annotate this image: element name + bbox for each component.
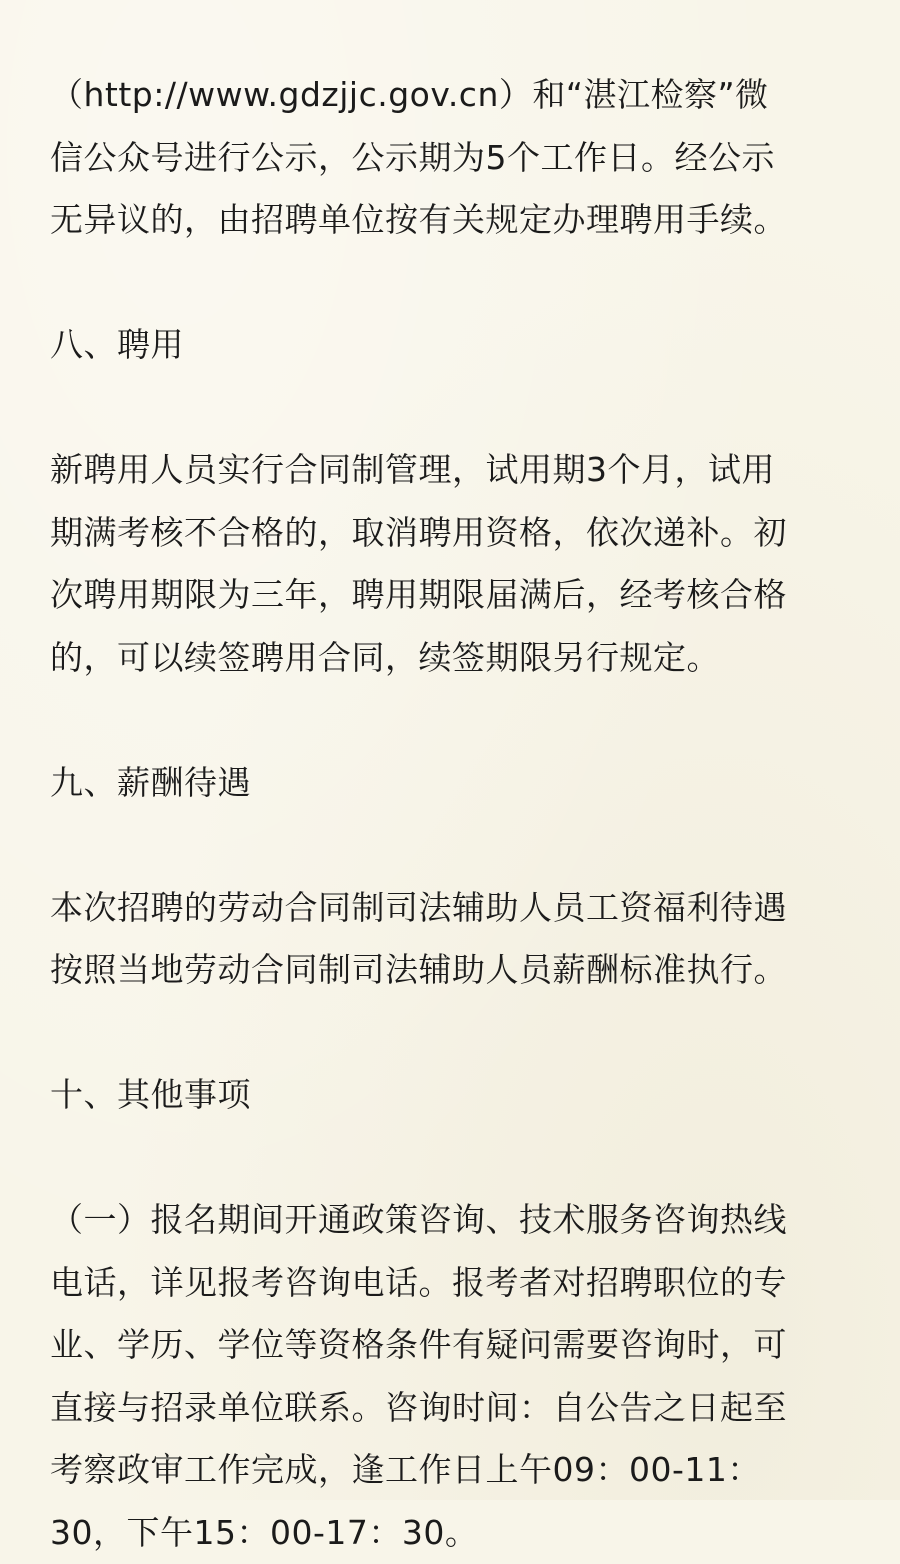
paragraph-gap <box>50 689 850 752</box>
text-line: 信公众号进行公示，公示期为5个工作日。经公示 <box>50 127 850 190</box>
text-line: 考察政审工作完成，逢工作日上午09：00-11： <box>50 1439 850 1502</box>
paragraph-employment <box>50 439 850 689</box>
text-line: 电话，详见报考咨询电话。报考者对招聘职位的专 <box>50 1252 850 1315</box>
text-line: 本次招聘的劳动合同制司法辅助人员工资福利待遇 <box>50 877 850 940</box>
text-line: 按照当地劳动合同制司法辅助人员薪酬标准执行。 <box>50 939 850 1002</box>
text-line: 30，下午15：00-17：30。 <box>50 1502 850 1564</box>
text-line: 直接与招录单位联系。咨询时间：自公告之日起至 <box>50 1377 850 1440</box>
paragraph-consultation <box>50 1189 850 1564</box>
text-line: （一）报名期间开通政策咨询、技术服务咨询热线 <box>50 1189 850 1252</box>
paragraph-gap <box>50 1002 850 1065</box>
text-line: （http://www.gdzjjc.gov.cn）和“湛江检察”微 <box>50 64 850 127</box>
text-line: 期满考核不合格的，取消聘用资格，依次递补。初 <box>50 502 850 565</box>
paragraph-gap <box>50 814 850 877</box>
text-line: 无异议的，由招聘单位按有关规定办理聘用手续。 <box>50 189 850 252</box>
paragraph-gap <box>50 252 850 315</box>
text-line: 业、学历、学位等资格条件有疑问需要咨询时，可 <box>50 1314 850 1377</box>
paragraph-gap <box>50 377 850 440</box>
text-line: 新聘用人员实行合同制管理，试用期3个月，试用 <box>50 439 850 502</box>
paragraph-publicity-notice <box>50 64 850 252</box>
section-heading-salary: 九、薪酬待遇 <box>50 752 850 815</box>
paragraph-gap <box>50 1127 850 1190</box>
text-line: 的，可以续签聘用合同，续签期限另行规定。 <box>50 627 850 690</box>
section-heading-employment: 八、聘用 <box>50 314 850 377</box>
text-line: 次聘用期限为三年，聘用期限届满后，经考核合格 <box>50 564 850 627</box>
paragraph-salary <box>50 877 850 1002</box>
article-body <box>50 64 850 1564</box>
section-heading-other-matters: 十、其他事项 <box>50 1064 850 1127</box>
